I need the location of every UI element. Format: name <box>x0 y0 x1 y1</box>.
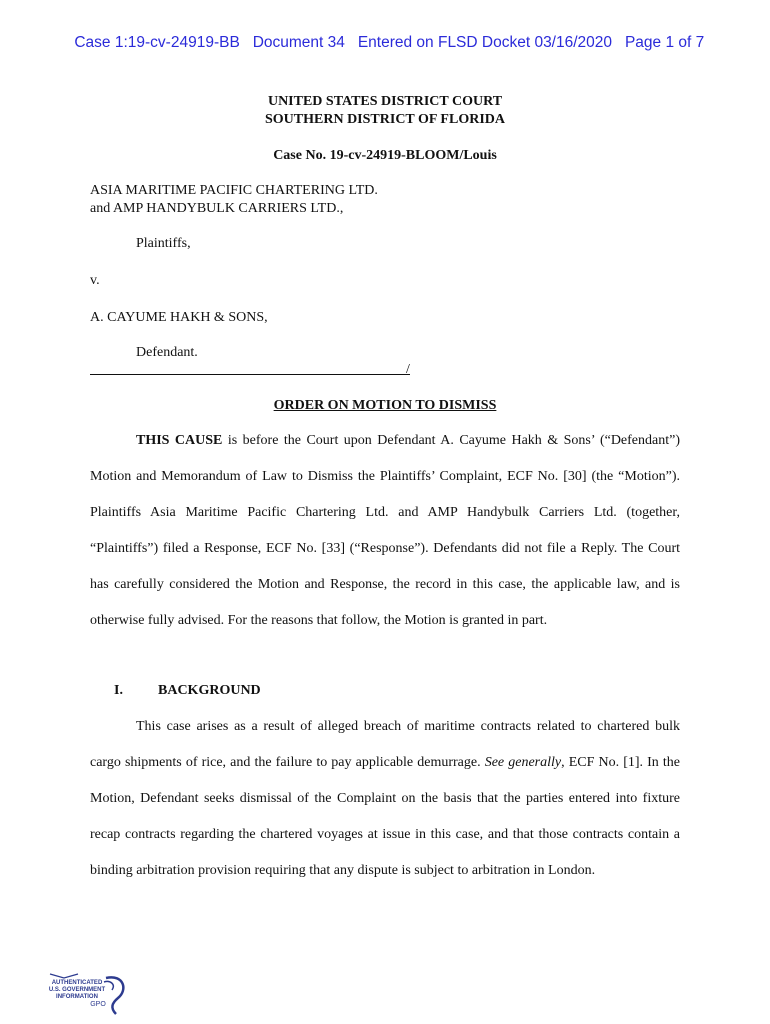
background-text-before: This case arises as a result of alleged breach of maritime contracts related to chartered bulk cargo shipments of rice, and the failure to pay applicable demurrage. <box>90 719 680 770</box>
plaintiff-line-2: and AMP HANDYBULK CARRIERS LTD., <box>90 201 344 216</box>
defendant-label: Defendant. <box>136 345 198 360</box>
intro-paragraph <box>90 423 680 639</box>
docket-document: Document 34 <box>252 34 345 51</box>
gpo-authentication-seal <box>40 972 130 1018</box>
background-see-generally: See generally <box>484 755 562 770</box>
background-text-after: , ECF No. [1]. In the Motion, Defendant seeks dismissal of the Complaint on the basis that the parties entered into fixture recap contracts regarding the chartered voyages at issue in this case, and that those contracts contain a binding arbitration provision requiring that any dispute is subject to arbitration in London. <box>90 755 680 878</box>
plaintiff-line-1: ASIA MARITIME PACIFIC CHARTERING LTD. <box>90 183 378 198</box>
court-district: SOUTHERN DISTRICT OF FLORIDA <box>265 112 505 127</box>
court-name: UNITED STATES DISTRICT COURT <box>267 94 503 109</box>
seal-line-2: U.S. GOVERNMENT <box>48 987 106 993</box>
plaintiffs-label: Plaintiffs, <box>136 236 191 251</box>
intro-text: is before the Court upon Defendant A. Cayume Hakh & Sons’ (“Defendant”) Motion and Memorandum of Law to Dismiss the Plaintiffs’ Complaint, ECF No. [30] (the “Motion”). Plaintiffs Asia Maritime Pacific Chartering Ltd. and AMP Handybulk Carriers Ltd. (together, “Plaintiffs”) filed a Response, ECF No. [33] (“Response”). Defendants did not file a Reply. The Court has carefully considered the Motion and Response, the record in this case, the applicable law, and is otherwise fully advised. For the reasons that follow, the Motion is granted in part. <box>90 433 680 628</box>
section-title: BACKGROUND <box>158 683 261 698</box>
caption-signature-line <box>90 374 410 375</box>
seal-line-1: AUTHENTICATED <box>51 980 103 986</box>
versus: v. <box>90 273 100 288</box>
eagle-icon <box>106 977 123 1014</box>
docket-case: Case 1:19-cv-24919-BB <box>74 34 240 51</box>
background-paragraph <box>90 709 680 889</box>
intro-lead: THIS CAUSE <box>136 433 223 448</box>
seal-line-4: GPO <box>90 1001 106 1008</box>
docket-entered: Entered on FLSD Docket 03/16/2020 <box>357 34 613 51</box>
docket-page: Page 1 of 7 <box>624 34 705 51</box>
seal-line-3: INFORMATION <box>56 994 98 1000</box>
section-number: I. <box>114 683 123 698</box>
case-number: Case No. 19-cv-24919-BLOOM/Louis <box>273 148 497 163</box>
order-title: ORDER ON MOTION TO DISMISS <box>273 398 497 413</box>
defendant-name: A. CAYUME HAKH & SONS, <box>90 310 268 325</box>
caption-slash: / <box>406 362 410 377</box>
docket-header <box>0 16 770 52</box>
